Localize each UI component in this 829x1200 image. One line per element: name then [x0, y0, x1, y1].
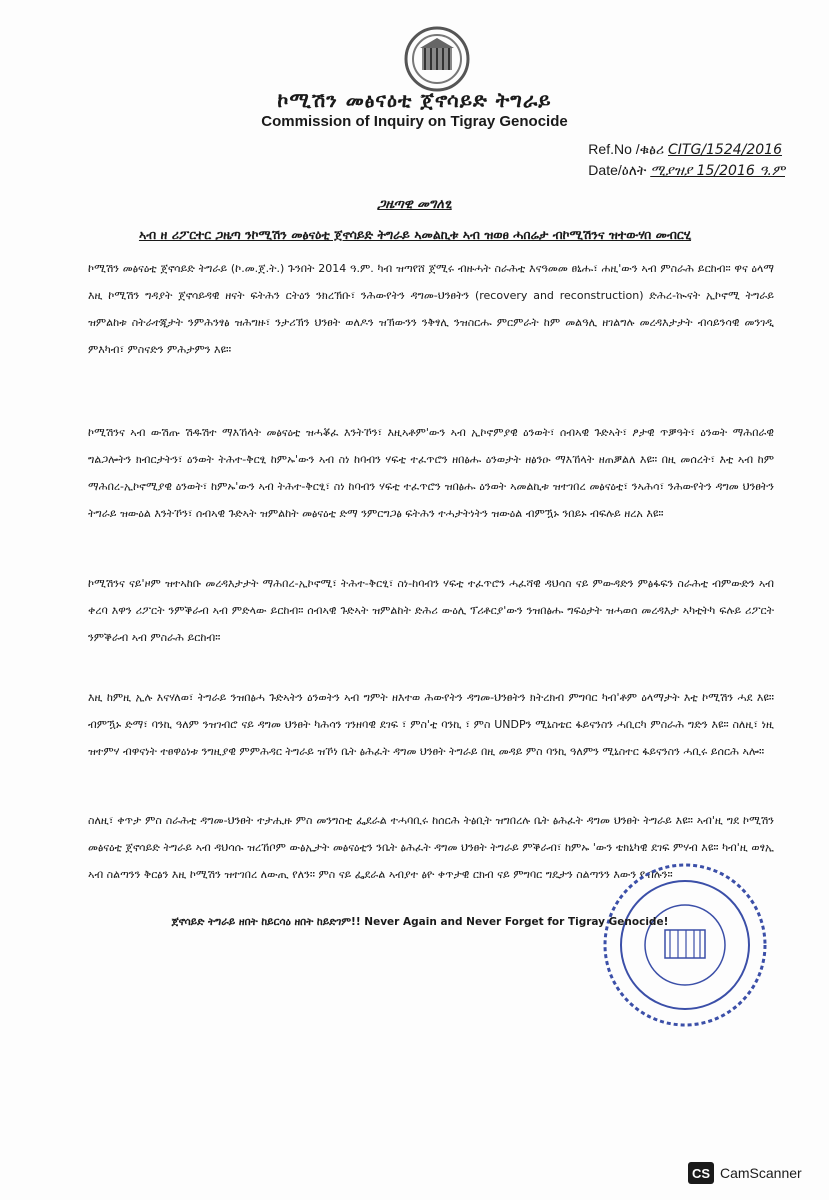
body-paragraph: እዚ ከምዚ ኢሉ እናሃለወ፣ ትግራይ ንዝበፅሓ ጉድኣትን ዕንወትን ኣብ ግምት ዘእተወ ሕውየትን ዳግመ-ህንፀትን ክትረክብ ምግባር ካብ'ቶም ዕላማታት እቲ ኮሚሽን ሓደ እዩ። ብምዃኑ ድማ፣ ባንኪ ዓለም ንዝገብሮ ናይ ዳግመ ህንፀት ካሕሳን ገንዘባዊ ደገፍ ፣ ምስ'ቲ ባንኪ ፣ ምስ UNDPን ሚኒስቴር ፋይናንስን ሓቢርካ ምስራሕ ግድን እዩ። ስለዚ፣ ነዚ ዝተምሃ ብዋናነት ተፀዋዕነቱ ንግዚያዊ ምምሕዳር ትግራይ ዝኾነ ቤት ፅሕፈት ዳግመ ህንፀት ትግራይ በዚ መዳይ ምስ ባንኪ ዓለምን ሚኒስተር ፋይናንስን ሓቢሩ ይሰርሕ ኣሎ። [88, 691, 774, 758]
date-line [588, 160, 785, 181]
commission-logo-icon [402, 24, 472, 94]
ref-value: CITG/1524/2016 [667, 142, 782, 158]
document-heading: ኣብ ዘ ሪፖርተር ጋዜጣ ንኮሚሽን መፅናዕቲ ጀኖሳይድ ትግራይ ኣመልኪቱ ኣብ ዝወፀ ሓበሬታ ብኮሚሽንና ዝተውሃበ መብርሂ [138, 227, 692, 242]
org-name-tigrinya: ኮሚሽን መፅናዕቲ ጀኖሳይድ ትግራይ [277, 88, 552, 112]
camscanner-badge [688, 1160, 802, 1186]
camscanner-label: CamScanner [720, 1165, 802, 1181]
ref-number-line [588, 139, 785, 160]
footer-slogan: ጀኖሳይድ ትግራይ ዘበት ከይርሳዕ ዘበት ከይድገም!! Never Again and Never Forget for Tigray Genocide! [171, 916, 669, 928]
date-value: ሚያዝያ 15/2016 ዓ.ም [650, 163, 785, 179]
body-paragraph: ኮሚሽንና ናይ'ዞም ዝተኣከቡ መረዳእታታት ማሕበረ-ኢኮኖሚ፣ ትሕተ-ቅርፂ፣ ስነ-ከባብን ሃፍቲ ተፈጥሮን ሓፈሻዊ ዳህሳስ ናይ ምውዳድን ምፅፋፍን ስራሕቲ ብምውድን ኣብ ቀረባ እዋን ሪፖርት ንምቕራብ ኣብ ምድላው ይርከብ። ሰብኣዊ ጉድኣት ዝምልከት ድሕሪ ውዕሊ ፕሪቶርያ'ውን ንዝበፅሑ ግፍዕታት ዝሓወሰ መረዳእታ ኣካቲትካ ፍሉይ ሪፖርት ንምቕራብ ኣብ ምስራሕ ይርከብ። [88, 577, 774, 644]
ref-label: Ref.No /ቁፅሪ [588, 141, 665, 157]
body-paragraph: ኮሚሽን መፅናዕቲ ጀኖሳይድ ትግራይ (ኮ.መ.ጀ.ት.) ጉንበት 2014 ዓ.ም. ካብ ዝጣየሸ ጀሚሩ ብዙሓት ስራሕቲ እናዓመመ ፀኒሑ፣ ሐዚ'ውን ኣብ ምስራሕ ይርከብ። ዋና ዕላማ እዚ ኮሚሽን ግዳያት ጀኖሳይዳዊ ዘናት ፍትሕን ርትዕን ንክረኽቡ፣ ንሕውየትን ዳግመ-ህንፀትን (recovery and reconstruction) ድሕረ-ኲናት ኢኮኖሚ ትግራይ ዝምልከቱ ስትራተጂታት ንምሕንፃፅ ዝሕግዙ፣ ንታሪኽን ህንፀት ወለዶን ዝኽውንን ንቅፃሊ ንዝስርሑ ምርምራት ከም መልዓሊ ዘገልግሉ መረዳእታታት ብሳይንሳዊ መንገዲ ምእካብ፣ ምስናድን ምሕታምን እዩ። [88, 262, 774, 356]
body-paragraph: ስለዚ፣ ቀጥታ ምስ ስራሕቲ ዳግመ-ህንፀት ተታሒዙ ምስ መንግስቲ ፌደራል ተሓባቢሩ ከሰርሕ ትፅቢት ዝግበረሉ ቤት ፅሕፈት ዳግመ ህንፀት ትግራይ እዩ። ኣብ'ዚ ግደ ኮሚሽን መፅናዕቲ ጀኖሳይድ ትግራይ ኣብ ዳህሳሱ ዝረኸቦም ውፅኢታት መፅናዕቲን ንቤት ፅሕፈት ዳግመ ህንፀት ትግራይ ምቕራብ፣ ከምኡ 'ውን ቴክኒካዊ ደገፍ ምሃብ እዩ። ካብ'ዚ ወፃኢ ኣብ ስልጣንን ቅርፅን እዚ ኮሚሽን ዝተገበረ ለውጢ የለን። ምስ ናይ ፌደራል ኣብያተ ፅዮ ቀጥታዊ ርክብ ናይ ምግባር ግዴታን ስልጣንን እውን የብሉን። [88, 814, 774, 881]
date-label: Date/ዕለት [588, 162, 647, 178]
camscanner-logo-icon: CS [688, 1162, 714, 1184]
official-stamp-icon [600, 860, 770, 1030]
reference-block [588, 139, 785, 181]
org-name-english: Commission of Inquiry on Tigray Genocide [261, 113, 568, 130]
document-type: ጋዜጣዊ መግለፂ [377, 197, 452, 212]
body-paragraph: ኮሚሽንና ኣብ ውሽጡ ሽዱሽተ ማእኸላት መፅናዕቲ ዝሓቖፈ እንትኾን፣ እዚኣቶም'ውን ኣብ ኢኮኖምያዊ ዕንወት፣ ሰብኣዊ ጉድኣት፣ ፆታዊ ጥቓዓት፣ ዕንወት ማሕበራዊ ግልጋሎትን ክብርታትን፣ ዕንወት ትሕተ-ቅርፂ ከምኡ'ውን ኣብ ስነ ከባብን ሃፍቲ ተፈጥሮን ዘበፅሑ ዕንወታት ዘፅንዑ ማእኸላት ዘጠቓልለ እዩ። በዚ መሰረት፣ እቲ ኣብ ከም ማሕበረ-ኢኮኖሚያዊ ዕንወት፣ ከምኡ'ውን ኣብ ትሕተ-ቅርፂ፣ ስነ ከባብን ሃፍቲ ተፈጥሮን ዝበፅሑ ዕንወት ኣመልኪቱ ዝተገበረ መፅናዕቲ፣ ንኣሕሳ፣ ንሕውየትን ዳግመ ህንፀትን ትግራይ ዝውዕል እንትኾን፣ ሰብኣዊ ጉድኣት ዝምልከት መፅናዕቲ ድማ ንምርግጋፅ ፍትሕን ተሓታትነትን ዝውዕል ብምዃኑ ንበይኑ ብፍሉይ ዘረአ እዩ። [88, 426, 774, 520]
